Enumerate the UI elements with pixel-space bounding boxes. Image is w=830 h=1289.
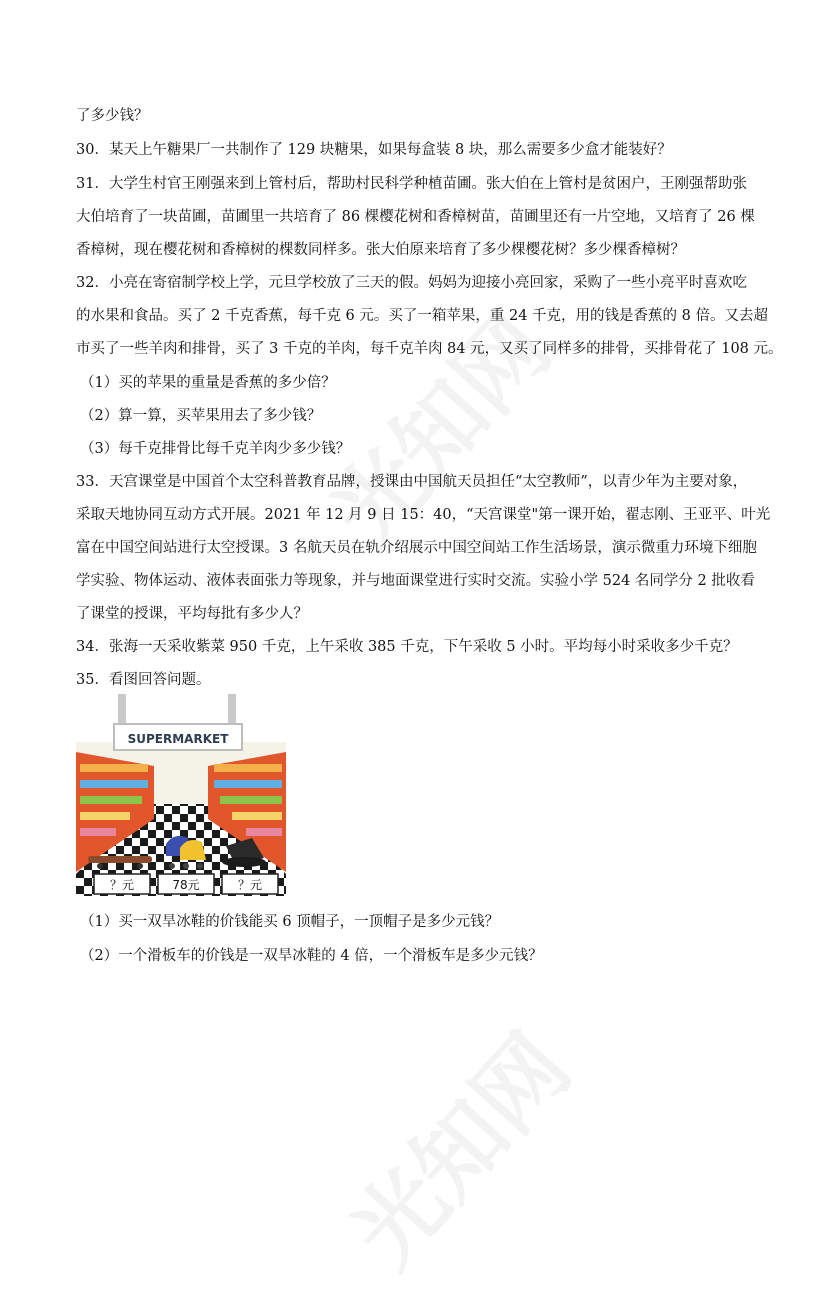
- sign-post: [228, 694, 236, 724]
- question-35: 35．看图回答问题。: [76, 672, 211, 688]
- question-32-line2: 的水果和食品。买了 2 千克香蕉，每千克 6 元。买了一箱苹果，重 24 千克，用的钱是香蕉的 8 倍。又去超: [76, 308, 768, 324]
- question-33-line3: 富在中国空间站进行太空授课。3 名航天员在轨介绍展示中国空间站工作生活场景，演示微重力环境下细胞: [76, 540, 757, 556]
- question-31-line2: 大伯培育了一块苗圃，苗圃里一共培育了 86 棵樱花树和香樟树苗，苗圃里还有一片空地，又培育了 26 棵: [76, 209, 755, 225]
- question-31-line1: 31．大学生村官王刚强来到上管村后，帮助村民科学种植苗圃。张大伯在上管村是贫困户，王刚强帮助张: [76, 176, 747, 192]
- question-30-tail: 了多少钱？: [76, 108, 149, 124]
- question-32-line1: 32．小亮在寄宿制学校上学，元旦学校放了三天的假。妈妈为迎接小亮回家，采购了一些小亮平时喜欢吃: [76, 275, 747, 291]
- watermark: [316, 1001, 593, 1289]
- question-32-part1: （1）买的苹果的重量是香蕉的多少倍？: [80, 375, 336, 391]
- question-32-line3: 市买了一些羊肉和排骨，买了 3 千克的羊肉，每千克羊肉 84 元，又买了同样多的排骨，买排骨花了 108 元。: [76, 341, 783, 357]
- price-label-skateboard: ？元: [109, 878, 135, 892]
- question-35-part1: （1）买一双旱冰鞋的价钱能买 6 顶帽子，一顶帽子是多少元钱？: [80, 914, 500, 930]
- supermarket-sign-text: SUPERMARKET: [127, 732, 229, 746]
- price-label-roller-skates: 78元: [172, 878, 200, 892]
- question-31-line3: 香樟树，现在樱花树和香樟树的棵数同样多。张大伯原来培育了多少棵樱花树？多少棵香樟树？: [76, 242, 685, 258]
- question-32-part3: （3）每千克排骨比每千克羊肉少多少钱？: [80, 441, 351, 457]
- question-33-line2: 采取天地协同互动方式开展。2021 年 12 月 9 日 15：40，“天宫课堂"第一课开始，翟志刚、王亚平、叶光: [76, 507, 771, 523]
- question-33-line1: 33．天宫课堂是中国首个太空科普教育品牌，授课由中国航天员担任“太空教师”，以青少年为主要对象，: [76, 474, 748, 490]
- price-label-hat: ？元: [237, 878, 263, 892]
- question-35-part2: （2）一个滑板车的价钱是一双旱冰鞋的 4 倍，一个滑板车是多少元钱？: [80, 948, 543, 964]
- question-33-line4: 学实验、物体运动、液体表面张力等现象，并与地面课堂进行实时交流。实验小学 524 名同学分 2 批收看: [76, 573, 755, 589]
- question-34: 34．张海一天采收紫菜 950 千克，上午采收 385 千克，下午采收 5 小时。平均每小时采收多少千克？: [76, 639, 738, 655]
- question-32-part2: （2）算一算，买苹果用去了多少钱？: [80, 408, 322, 424]
- question-33-line5: 了课堂的授课，平均每批有多少人？: [76, 606, 308, 622]
- supermarket-illustration: [76, 694, 286, 896]
- question-30: 30．某天上午糖果厂一共制作了 129 块糖果，如果每盒装 8 块，那么需要多少盒才能装好？: [76, 142, 672, 158]
- sign-post: [118, 694, 126, 724]
